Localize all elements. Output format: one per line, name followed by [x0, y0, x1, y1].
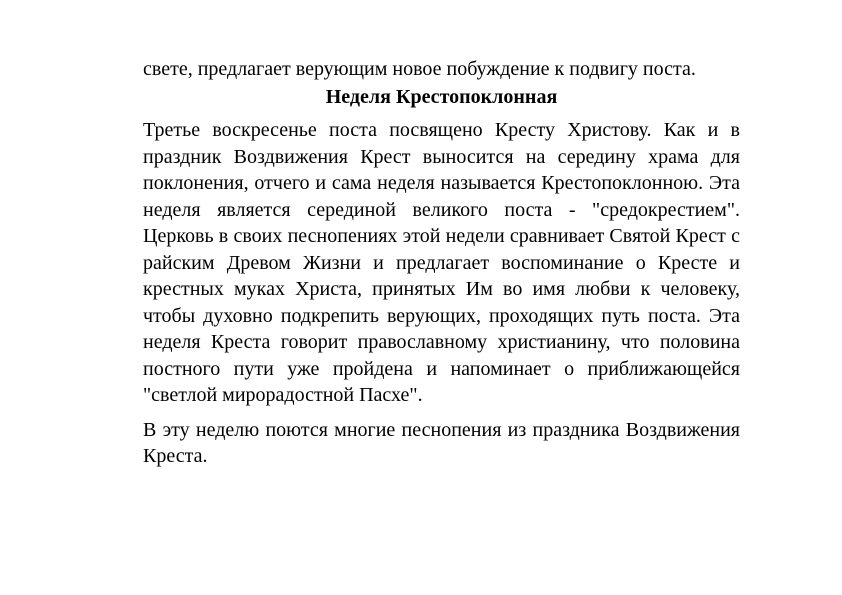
closing-paragraph: В эту неделю поются многие песнопения из праздника Воздвижения Креста.	[143, 418, 740, 467]
section-heading: Неделя Крестопоклонная	[325, 85, 558, 108]
intro-paragraph: свете, предлагает верующим новое побуждение к подвигу поста.	[143, 58, 696, 80]
main-paragraph: Третье воскресенье поста посвящено Кресту Христову. Как и в праздник Воздвижения Крест выносится на середину храма для поклонения, отчего и сама неделя называется Крестопоклонною. Эта неделя является серединой великого поста - "средокрестием". Церковь в своих песнопениях этой недели сравнивает Святой Крест с райским Древом Жизни и предлагает воспоминание о Кресте и крестных муках Христа, принятых Им во имя любви к человеку, чтобы духовно подкрепить верующих, проходящих путь поста. Эта неделя Креста говорит православному христианину, что половина постного пути уже пройдена и напоминает о приближающейся "светлой мирорадостной Пасхе".	[143, 119, 740, 406]
